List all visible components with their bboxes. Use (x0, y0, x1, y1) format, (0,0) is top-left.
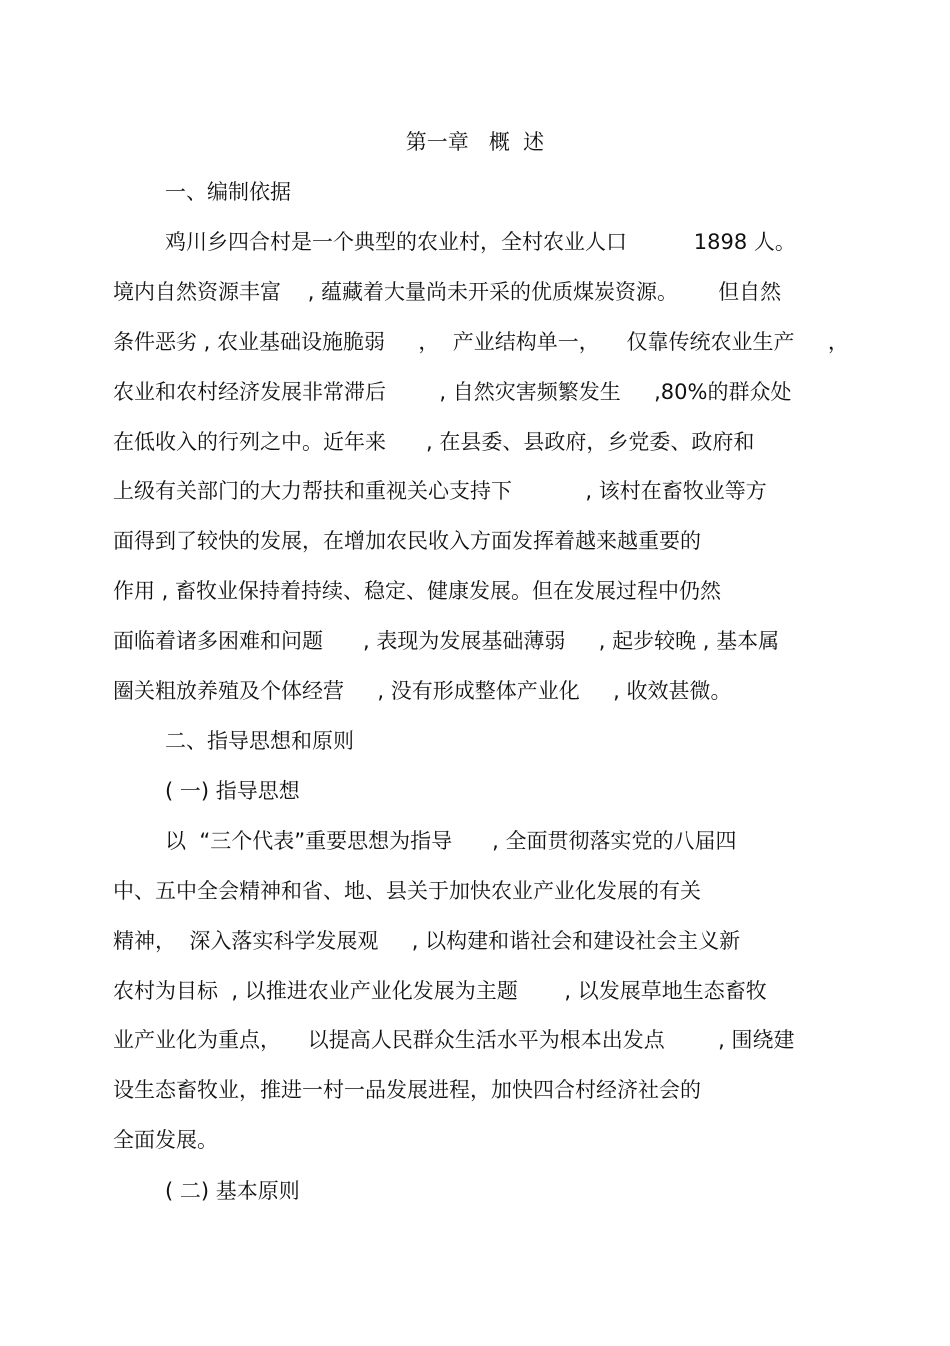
subsection-heading-guiding-thought: ( 一) 指导思想 (165, 779, 300, 803)
paragraph-line: 全面发展。 (113, 1128, 218, 1152)
paragraph-line: 上级有关部门的大力帮扶和重视关心支持下 , 该村在畜牧业等方 (113, 479, 767, 503)
paragraph-line: 农村为目标 , 以推进农业产业化发展为主题 , 以发展草地生态畜牧 (113, 979, 767, 1003)
paragraph-line: 设生态畜牧业，推进一村一品发展进程，加快四合村经济社会的 (113, 1078, 701, 1102)
paragraph-line: 在低收入的行列之中。近年来 , 在县委、县政府，乡党委、政府和 (113, 430, 755, 454)
paragraph-line: 条件恶劣 , 农业基础设施脆弱 ， 产业结构单一， 仅靠传统农业生产 ， (113, 330, 849, 354)
paragraph-line: 圈关粗放养殖及个体经营 , 没有形成整体产业化 , 收效甚微。 (113, 679, 732, 703)
section-heading-basis: 一、编制依据 (165, 180, 291, 204)
paragraph-line: 境内自然资源丰富 , 蕴藏着大量尚未开采的优质煤炭资源。 但自然 (113, 280, 782, 304)
paragraph-line: 面得到了较快的发展，在增加农民收入方面发挥着越来越重要的 (113, 529, 701, 553)
paragraph-line: 鸡川乡四合村是一个典型的农业村，全村农业人口 1898 人。 (165, 230, 796, 254)
section-heading-guidance: 二、指导思想和原则 (165, 729, 354, 753)
paragraph-line: 面临着诸多困难和问题 , 表现为发展基础薄弱 , 起步较晚 , 基本属 (113, 629, 780, 653)
subsection-heading-basic-principles: ( 二) 基本原则 (165, 1179, 300, 1203)
paragraph-line: 农业和农村经济发展非常滞后 , 自然灾害频繁发生 ,80%的群众处 (113, 380, 792, 404)
chapter-title: 第一章 概 述 (405, 130, 545, 154)
paragraph-line: 精神， 深入落实科学发展观 , 以构建和谐社会和建设社会主义新 (113, 929, 741, 953)
paragraph-line: 业产业化为重点， 以提高人民群众生活水平为根本出发点 , 围绕建 (113, 1028, 795, 1052)
paragraph-line: 以 “三个代表”重要思想为指导 , 全面贯彻落实党的八届四 (165, 829, 737, 853)
paragraph-line: 作用 , 畜牧业保持着持续、稳定、健康发展。但在发展过程中仍然 (113, 579, 722, 603)
paragraph-line: 中、五中全会精神和省、地、县关于加快农业产业化发展的有关 (113, 879, 701, 903)
